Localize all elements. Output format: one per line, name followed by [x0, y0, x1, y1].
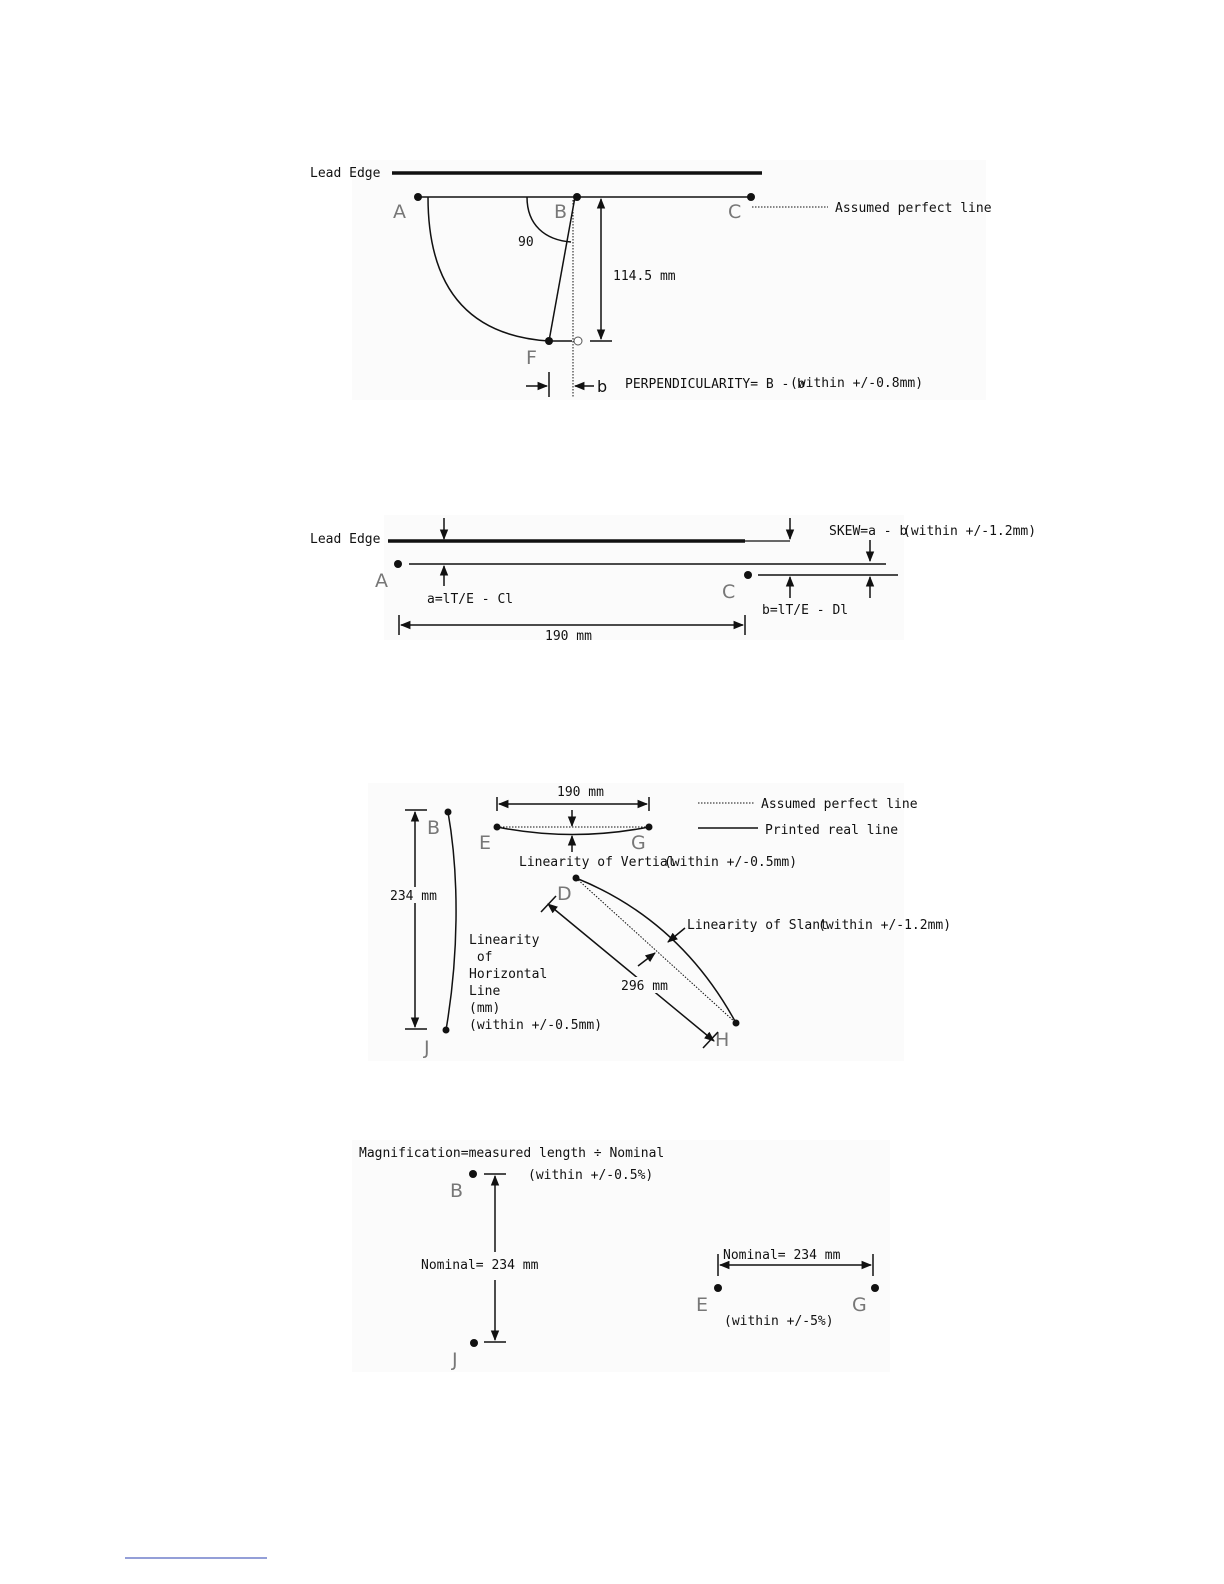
point-b-label: B: [427, 817, 441, 839]
perpendicularity-diagram: [310, 160, 992, 400]
point-g-label: G: [631, 832, 646, 854]
point-c-label: C: [722, 581, 736, 603]
magnification-tolerance: (within +/-0.5%): [528, 1168, 654, 1183]
legend-printed-label: Printed real line: [765, 823, 899, 838]
dimension-eg-label: 190 mm: [557, 785, 604, 800]
magnification-diagram: [352, 1140, 890, 1372]
point-b-projection: [574, 337, 582, 345]
skew-formula: SKEW=a - b: [829, 524, 908, 539]
point-e-label: E: [696, 1294, 709, 1316]
dimension-dh-label: 296 mm: [621, 979, 668, 994]
magnification-formula: Magnification=measured length ÷ Nominal: [359, 1146, 665, 1161]
legend-assumed-label: Assumed perfect line: [761, 797, 918, 812]
horizontal-label-line-4: Line: [469, 984, 501, 999]
point-a-dot: [414, 193, 422, 201]
point-j-label: J: [452, 1349, 458, 1371]
nominal-vertical-label: Nominal= 234 mm: [421, 1258, 539, 1273]
point-d-dot: [573, 875, 580, 882]
point-f-dot: [545, 337, 553, 345]
point-b-dot: [469, 1170, 477, 1178]
horizontal-label-line-2: of: [469, 950, 493, 965]
point-a-label: A: [375, 570, 388, 592]
dimension-114-label: 114.5 mm: [613, 269, 676, 284]
dimension-bj-label: 234 mm: [390, 889, 437, 904]
small-b-label: b: [597, 377, 608, 396]
point-c-dot: [747, 193, 755, 201]
point-b-label: B: [450, 1180, 464, 1202]
dimension-190-label: 190 mm: [545, 629, 592, 644]
nominal-horizontal-label: Nominal= 234 mm: [723, 1248, 841, 1263]
skew-diagram: [310, 515, 1036, 644]
panel-bg: [384, 515, 904, 640]
point-c-dot: [744, 571, 752, 579]
linearity-diagram: [368, 783, 951, 1061]
point-g-dot: [871, 1284, 879, 1292]
assumed-line-label: Assumed perfect line: [835, 201, 992, 216]
b-definition: b=lT/E - Dl: [762, 603, 849, 618]
horizontal-label-line-6: (within +/-0.5mm): [469, 1018, 603, 1033]
slant-linearity-tolerance: (within +/-1.2mm): [818, 918, 952, 933]
horizontal-label-line-3: Horizontal: [469, 967, 548, 982]
point-a-dot: [394, 560, 402, 568]
vertical-linearity-label: Linearity of Vertial: [519, 855, 676, 870]
point-h-label: H: [715, 1029, 730, 1051]
horizontal-label-line-1: Linearity: [469, 933, 540, 948]
a-definition: a=lT/E - Cl: [427, 592, 514, 607]
point-j-label: J: [424, 1037, 430, 1059]
vertical-linearity-tolerance: (within +/-0.5mm): [664, 855, 798, 870]
point-d-label: D: [557, 883, 572, 905]
lead-edge-label: Lead Edge: [310, 166, 381, 181]
skew-tolerance: (within +/-1.2mm): [903, 524, 1037, 539]
point-g-dot: [646, 824, 653, 831]
tolerance-horizontal: (within +/-5%): [724, 1314, 834, 1329]
point-e-label: E: [479, 832, 492, 854]
horizontal-label-line-5: (mm): [469, 1001, 501, 1016]
angle-label: 90: [518, 235, 534, 250]
point-c-label: C: [728, 201, 742, 223]
point-a-label: A: [393, 201, 406, 223]
point-j-dot: [470, 1339, 478, 1347]
point-f-label: F: [526, 347, 537, 369]
point-e-dot: [714, 1284, 722, 1292]
perpendicularity-tolerance: (within +/-0.8mm): [790, 376, 924, 391]
point-j-dot: [443, 1027, 450, 1034]
lead-edge-label: Lead Edge: [310, 532, 381, 547]
slant-linearity-label: Linearity of Slant: [687, 918, 828, 933]
point-h-dot: [733, 1020, 740, 1027]
point-b-label: B: [554, 201, 568, 223]
point-g-label: G: [852, 1294, 867, 1316]
perpendicularity-formula: PERPENDICULARITY= B - b: [625, 377, 806, 392]
point-b-dot: [445, 809, 452, 816]
point-e-dot: [494, 824, 501, 831]
